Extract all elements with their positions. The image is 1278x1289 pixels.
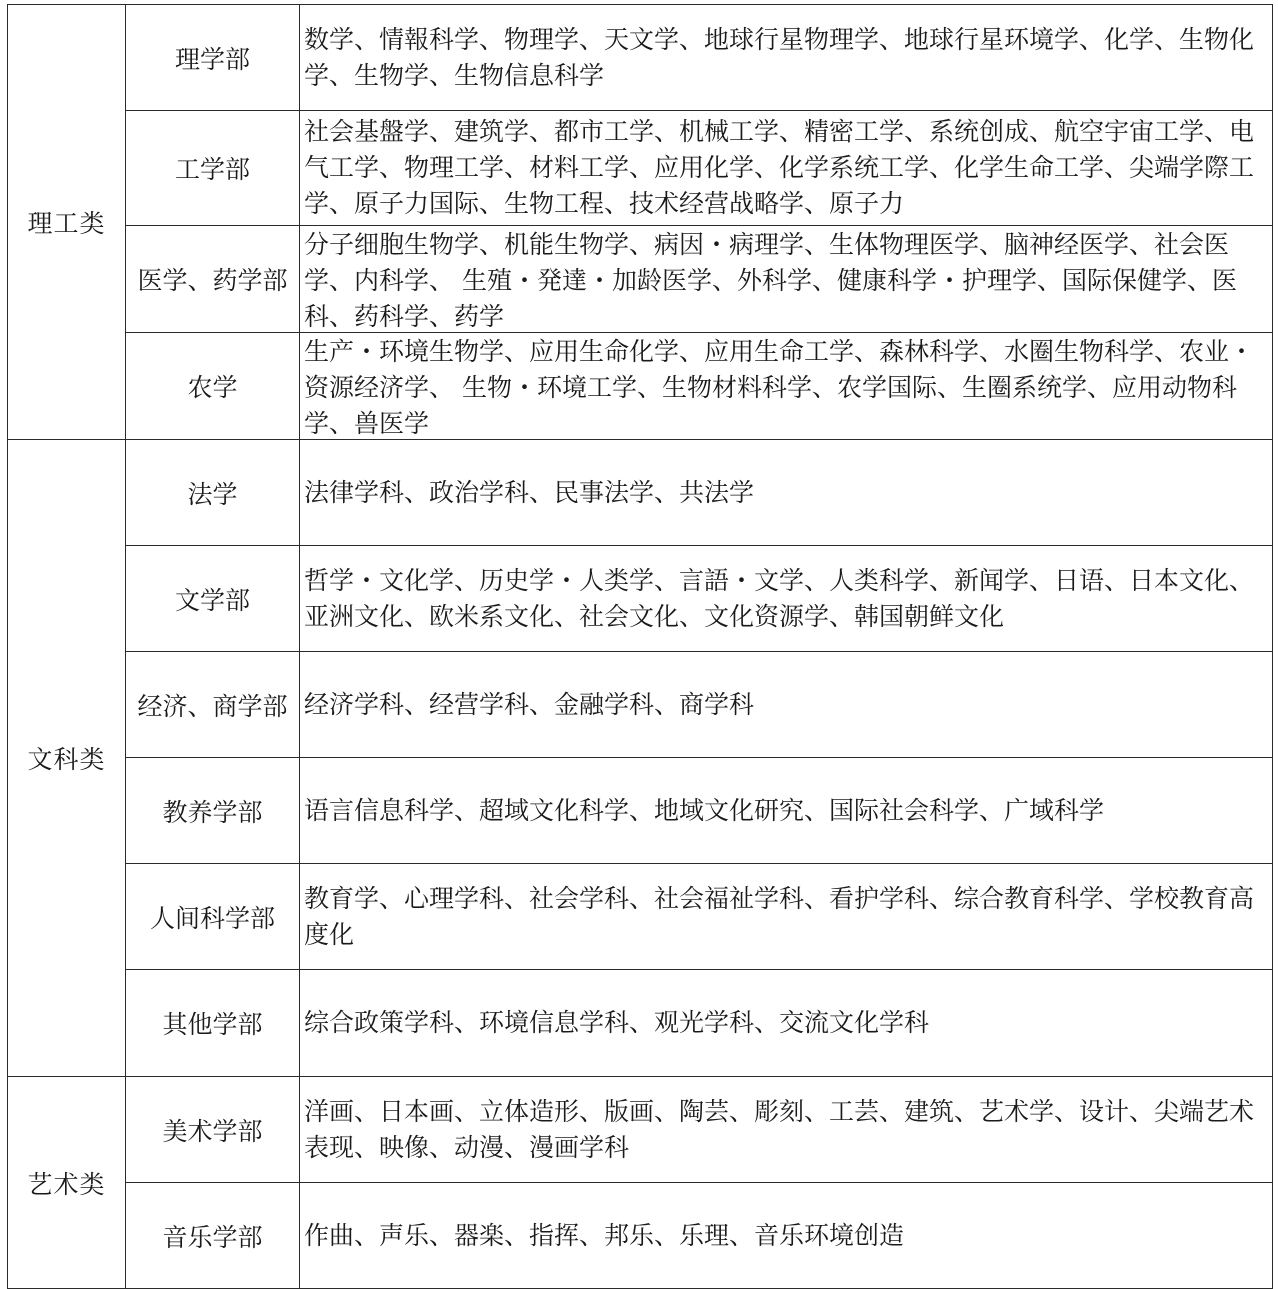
department-cell: 医学、药学部 (126, 226, 300, 333)
subjects-cell (300, 652, 1273, 758)
department-cell: 文学部 (126, 546, 300, 652)
department-cell: 农学 (126, 333, 300, 440)
subjects-cell (300, 758, 1273, 864)
department-cell: 音乐学部 (126, 1183, 300, 1289)
department-cell: 教养学部 (126, 758, 300, 864)
department-cell: 人间科学部 (126, 864, 300, 970)
subjects-text: 分子细胞生物学、机能生物学、病因・病理学、生体物理医学、脑神经医学、社会医学、内科学、 生殖・発達・加龄医学、外科学、健康科学・护理学、国际保健学、医科、药科学、药学 (304, 230, 1237, 331)
table-row (8, 758, 1273, 864)
table-row (8, 440, 1273, 546)
category-cell: 艺术类 (8, 1077, 126, 1289)
subjects-text: 教育学、心理学科、社会学科、社会福祉学科、看护学科、综合教育科学、学校教育高度化 (304, 883, 1255, 949)
subjects-text: 语言信息科学、超域文化科学、地域文化研究、国际社会科学、广域科学 (304, 795, 1105, 825)
subjects-text: 经济学科、经营学科、金融学科、商学科 (304, 689, 755, 719)
department-cell: 工学部 (126, 111, 300, 226)
table-row (8, 546, 1273, 652)
table-row (8, 226, 1273, 333)
subjects-text: 洋画、日本画、立体造形、版画、陶芸、彫刻、工芸、建筑、艺术学、设计、尖端艺术表现、映像、动漫、漫画学科 (304, 1096, 1255, 1162)
table-row (8, 1183, 1273, 1289)
department-cell: 理学部 (126, 5, 300, 111)
subjects-cell (300, 1183, 1273, 1289)
subjects-text: 哲学・文化学、历史学・人类学、言語・文学、人类科学、新闻学、日语、日本文化、亚洲文化、欧米系文化、社会文化、文化资源学、韩国朝鲜文化 (304, 565, 1255, 631)
subjects-cell (300, 226, 1273, 333)
subjects-cell (300, 970, 1273, 1077)
majors-table (7, 4, 1273, 1289)
table-row (8, 652, 1273, 758)
table-row (8, 111, 1273, 226)
subjects-cell (300, 333, 1273, 440)
subjects-text: 作曲、声乐、器楽、指挥、邦乐、乐理、音乐环境创造 (304, 1220, 905, 1250)
subjects-cell (300, 546, 1273, 652)
majors-table-body (8, 5, 1273, 1289)
subjects-text: 综合政策学科、环境信息学科、观光学科、交流文化学科 (304, 1008, 930, 1037)
table-row (8, 1077, 1273, 1183)
subjects-text: 社会基盤学、建筑学、都市工学、机械工学、精密工学、系统创成、航空宇宙工学、电气工学、物理工学、材料工学、应用化学、化学系统工学、化学生命工学、尖端学際工学、原子力国际、生物工程、技术经营战略学、原子力 (304, 117, 1255, 218)
subjects-cell (300, 5, 1273, 111)
subjects-cell (300, 864, 1273, 970)
department-cell: 其他学部 (126, 970, 300, 1077)
department-cell: 法学 (126, 440, 300, 546)
category-cell: 理工类 (8, 5, 126, 440)
table-row (8, 333, 1273, 440)
subjects-text: 数学、情報科学、物理学、天文学、地球行星物理学、地球行星环境学、化学、生物化学、生物学、生物信息科学 (304, 24, 1255, 90)
subjects-cell (300, 111, 1273, 226)
department-cell: 美术学部 (126, 1077, 300, 1183)
table-row (8, 864, 1273, 970)
subjects-text: 生产・环境生物学、应用生命化学、应用生命工学、森林科学、水圈生物科学、农业・资源经济学、 生物・环境工学、生物材料科学、农学国际、生圈系统学、应用动物科学、兽医学 (304, 337, 1255, 438)
subjects-text: 法律学科、政治学科、民事法学、共法学 (304, 477, 755, 507)
subjects-cell (300, 1077, 1273, 1183)
subjects-cell (300, 440, 1273, 546)
category-cell: 文科类 (8, 440, 126, 1077)
table-row (8, 970, 1273, 1077)
department-cell: 经济、商学部 (126, 652, 300, 758)
table-row (8, 5, 1273, 111)
